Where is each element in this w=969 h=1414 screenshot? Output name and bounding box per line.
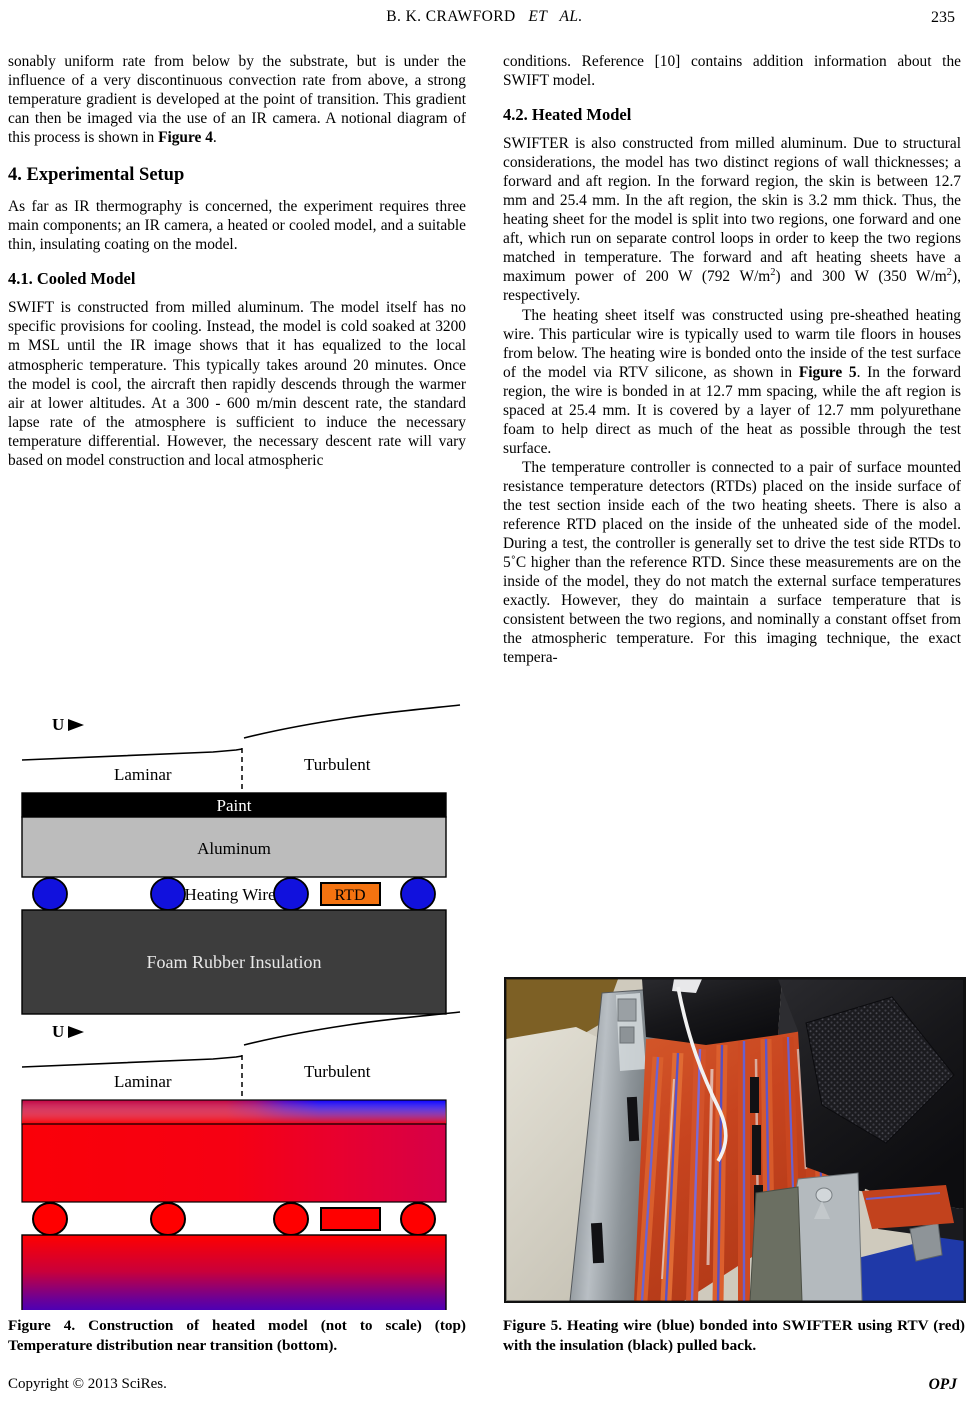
metal-clip — [910, 1223, 942, 1261]
figure5-reference: Figure 5 — [798, 363, 857, 381]
section-heading-experimental-setup: 4. Experimental Setup — [8, 165, 185, 186]
foam-insulation-layer-temperature — [22, 1235, 446, 1310]
foam-insulation-label: Foam Rubber Insulation — [146, 952, 322, 972]
journal-abbreviation: OPJ — [928, 1376, 957, 1393]
heated-model-paragraph-3: The temperature controller is connected to a pair of surface mounted resistance temperature detectors (RTDs) placed on the inside surface of the test section inside each of the two heating sheets. There is also a reference RTD placed on the inside of the unheated side of the model. During a test, the controller is generally set to drive the test side RTDs to 5˚C higher than the reference RTD. Since these measurements are on the inside of the model, they do not match the external surface temperatures exactly. However, they do maintain a surface temperature that is consistent between the two regions, and nominally a constant offset from the atmospheric temperature. For this imaging technique, the exact tempera- — [503, 458, 961, 667]
paint-layer-temperature-shade — [22, 1100, 446, 1124]
copyright-notice: Copyright © 2013 SciRes. — [8, 1376, 167, 1392]
para2-part-a: The heating sheet itself was constructed using pre-sheathed heating wire. This particular wire is typically used to warm tile floors in houses from below. The heating wire is bonded onto the inside of the test surface of the model via RTV silicone, as shown in — [503, 306, 961, 381]
laminar-label-top: Laminar — [114, 765, 172, 784]
running-head-authors: B. K. CRAWFORD — [386, 8, 516, 25]
subsection-heading-heated-model: 4.2. Heated Model — [503, 105, 632, 125]
freestream-velocity-marker — [52, 715, 84, 734]
heating-wire-label: Heating Wire — [184, 885, 276, 904]
heating-wire-cross-section — [274, 1203, 308, 1235]
insulation-strip — [591, 1223, 604, 1264]
para1-part-c: ), respectively. — [503, 268, 961, 305]
superscript-square-2: 2 — [946, 267, 953, 279]
right-column — [503, 52, 961, 667]
hinge-plate — [750, 1187, 802, 1301]
fastener-block — [618, 999, 636, 1021]
rtv-splash-right — [862, 1185, 954, 1229]
figure-4-diagram — [8, 700, 466, 1310]
figure-5-caption: Figure 5. Heating wire (blue) bonded into SWIFTER using RTV (red) with the insulation (black) pulled back. — [503, 1317, 965, 1354]
left-column — [8, 52, 466, 470]
para1-part-a: SWIFTER is also constructed from milled aluminum. Due to structural considerations, the model has two distinct regions of wall thicknesses; a forward and aft region. In the forward region, the skin is between 12.7 mm and 25.4 mm. In the aft region, the skin is 3.2 mm thick. Thus, the heating sheet for the model is split into two regions, one forward and one aft, which run on separate control loops in order to keep the two regions matched in temperature. The forward and aft heating sheets have a maximum power of 200 W (792 W/m — [503, 135, 961, 286]
figure4-reference: Figure 4 — [158, 129, 213, 147]
heating-wire-cross-section — [274, 878, 308, 910]
heated-model-paragraph-2 — [503, 306, 961, 458]
turbulent-label-bottom: Turbulent — [304, 1062, 371, 1081]
heated-model-paragraph-1 — [503, 134, 961, 305]
heating-wire-cross-section — [33, 878, 67, 910]
page-footer — [0, 1376, 969, 1402]
running-head-etal: ET AL. — [528, 8, 583, 25]
freestream-label-bottom: U — [52, 1022, 65, 1041]
boundary-layer-curves-bottom — [22, 1012, 460, 1067]
freestream-velocity-marker-bottom — [52, 1022, 84, 1041]
paint-label: Paint — [216, 796, 252, 815]
page-number: 235 — [931, 9, 955, 26]
rtd-block-temperature — [321, 1208, 380, 1230]
subsection-heading-cooled-model: 4.1. Cooled Model — [8, 269, 136, 289]
heating-wire-cross-section — [151, 1203, 185, 1235]
fastener-block — [620, 1027, 634, 1043]
arrow-icon — [68, 1026, 84, 1038]
paragraph-tail: . — [212, 129, 217, 147]
page-header — [0, 8, 969, 34]
heating-wire-cross-section — [401, 878, 435, 910]
boundary-layer-curves — [22, 705, 460, 760]
insulation-strip — [752, 1125, 761, 1175]
figure-4-caption: Figure 4. Construction of heated model (not to scale) (top) Temperature distribution near transition (bottom). — [8, 1317, 466, 1354]
para2-part-b: . In the forward region, the wire is bonded in at 12.7 mm spacing, while the aft region is spaced at 25.4 mm. It is covered by a layer of 12.7 mm polyurethane foam to help direct as much of the heat as possible through the test surface. — [503, 363, 961, 457]
superscript-square-1: 2 — [770, 267, 776, 279]
heating-wire-row-temperature — [33, 1203, 435, 1235]
insulation-top-edge — [642, 979, 782, 1045]
freestream-label: U — [52, 715, 65, 734]
heating-wire-cross-section — [151, 878, 185, 910]
aluminum-label: Aluminum — [197, 839, 271, 858]
arrow-icon — [68, 719, 84, 731]
para1-part-b: ) and 300 W (350 W/m — [775, 268, 947, 286]
paragraph-text: sonably uniform rate from below by the substrate, but is under the influence of a very discontinuous convection rate from above, a strong temperature gradient is developed at the point of transition. This gradient can then be imaged via the use of an IR camera. A notional diagram of this process is shown in — [8, 53, 466, 147]
running-head-title — [0, 8, 969, 26]
subsection-paragraph-cooled-model: SWIFT is constructed from milled aluminum. The model itself has no specific provisions for cooling. Instead, the model is cold soaked at 3200 m MSL until the IR image shows that it has equalized to the local atmospheric temperature. This typically takes around 20 minutes. Once the model is cool, the aircraft then rapidly descends through the warmer air at lower altitudes. At a 300 - 600 m/min descent rate, the standard lapse rate of the atmosphere is sufficient to induce the necessary temperature differential. However, the necessary descent rate will vary based on model construction and local atmospheric — [8, 299, 466, 469]
heating-wire-cross-section — [33, 1203, 67, 1235]
fastener-head — [816, 1188, 832, 1202]
aluminum-layer-temperature — [22, 1124, 446, 1202]
paragraph-continued-left — [8, 52, 466, 147]
turbulent-label-top: Turbulent — [304, 755, 371, 774]
rtd-label: RTD — [334, 887, 366, 904]
insulation-strip — [750, 1077, 759, 1113]
section-paragraph: As far as IR thermography is concerned, the experiment requires three main components; an IR camera, a heated or cooled model, and a suitable thin, insulating coating on the model. — [8, 198, 466, 254]
paragraph-continued-right: conditions. Reference [10] contains addition information about the SWIFT model. — [503, 53, 961, 90]
heating-wire-cross-section — [401, 1203, 435, 1235]
figure-5-photo — [504, 977, 966, 1303]
laminar-label-bottom: Laminar — [114, 1072, 172, 1091]
